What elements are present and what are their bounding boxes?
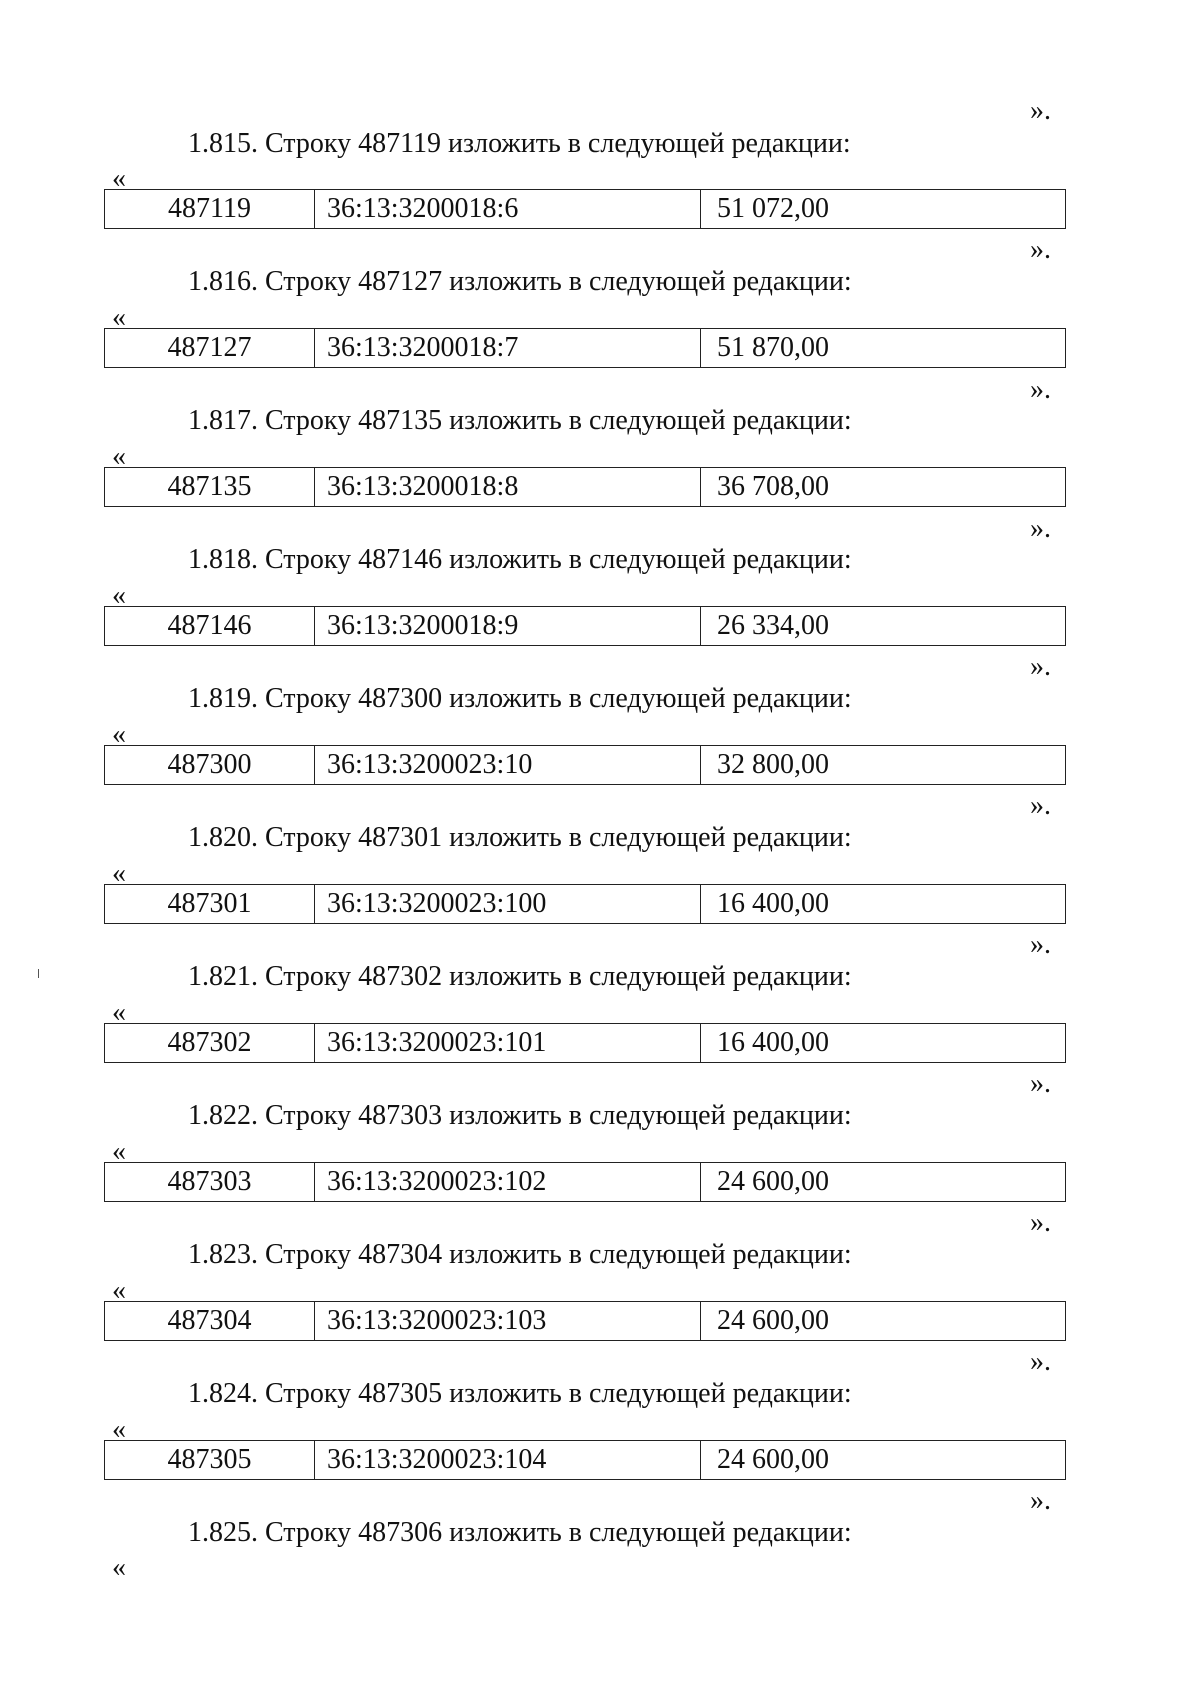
row-number-cell: 487303 bbox=[105, 1163, 315, 1201]
row-number-cell: 487135 bbox=[105, 468, 315, 506]
opening-quote: « bbox=[112, 1552, 126, 1583]
value-cell: 24 600,00 bbox=[717, 1166, 829, 1197]
value-cell: 16 400,00 bbox=[717, 1027, 829, 1058]
item-heading: 1.816. Строку 487127 изложить в следующей редакции: bbox=[188, 266, 852, 297]
table-row bbox=[104, 328, 1066, 368]
closing-quote: ». bbox=[1030, 1485, 1051, 1516]
row-number-cell: 487302 bbox=[105, 1024, 315, 1062]
table-row bbox=[104, 606, 1066, 646]
table-row bbox=[104, 745, 1066, 785]
cadastral-number-cell: 36:13:3200023:103 bbox=[315, 1302, 701, 1340]
row-number-cell: 487305 bbox=[105, 1441, 315, 1479]
item-heading: 1.819. Строку 487300 изложить в следующей редакции: bbox=[188, 683, 852, 714]
cadastral-number-cell: 36:13:3200023:102 bbox=[315, 1163, 701, 1201]
cadastral-number-cell: 36:13:3200023:100 bbox=[315, 885, 701, 923]
closing-quote: ». bbox=[1030, 234, 1051, 265]
item-heading: 1.821. Строку 487302 изложить в следующей редакции: bbox=[188, 961, 852, 992]
table-row bbox=[104, 189, 1066, 229]
closing-quote: ». bbox=[1030, 95, 1051, 126]
item-heading: 1.820. Строку 487301 изложить в следующей редакции: bbox=[188, 822, 852, 853]
opening-quote: « bbox=[112, 719, 126, 750]
item-heading: 1.817. Строку 487135 изложить в следующей редакции: bbox=[188, 405, 852, 436]
value-cell: 36 708,00 bbox=[717, 471, 829, 502]
opening-quote: « bbox=[112, 1136, 126, 1167]
row-number-cell: 487300 bbox=[105, 746, 315, 784]
opening-quote: « bbox=[112, 858, 126, 889]
item-heading: 1.823. Строку 487304 изложить в следующей редакции: bbox=[188, 1239, 852, 1270]
closing-quote: ». bbox=[1030, 513, 1051, 544]
table-row bbox=[104, 1162, 1066, 1202]
row-number-cell: 487304 bbox=[105, 1302, 315, 1340]
value-cell: 51 870,00 bbox=[717, 332, 829, 363]
opening-quote: « bbox=[112, 580, 126, 611]
value-cell: 51 072,00 bbox=[717, 193, 829, 224]
table-row bbox=[104, 1301, 1066, 1341]
cadastral-number-cell: 36:13:3200023:101 bbox=[315, 1024, 701, 1062]
opening-quote: « bbox=[112, 997, 126, 1028]
closing-quote: ». bbox=[1030, 1068, 1051, 1099]
value-cell: 24 600,00 bbox=[717, 1444, 829, 1475]
table-row bbox=[104, 467, 1066, 507]
closing-quote: ». bbox=[1030, 929, 1051, 960]
cadastral-number-cell: 36:13:3200018:8 bbox=[315, 468, 701, 506]
closing-quote: ». bbox=[1030, 374, 1051, 405]
item-heading: 1.825. Строку 487306 изложить в следующей редакции: bbox=[188, 1517, 852, 1548]
closing-quote: ». bbox=[1030, 651, 1051, 682]
item-heading: 1.824. Строку 487305 изложить в следующей редакции: bbox=[188, 1378, 852, 1409]
table-row bbox=[104, 884, 1066, 924]
closing-quote: ». bbox=[1030, 1346, 1051, 1377]
value-cell: 32 800,00 bbox=[717, 749, 829, 780]
opening-quote: « bbox=[112, 302, 126, 333]
item-heading: 1.818. Строку 487146 изложить в следующей редакции: bbox=[188, 544, 852, 575]
cadastral-number-cell: 36:13:3200018:6 bbox=[315, 190, 701, 228]
row-number-cell: 487119 bbox=[105, 190, 315, 228]
opening-quote: « bbox=[112, 163, 126, 194]
item-heading: 1.815. Строку 487119 изложить в следующей редакции: bbox=[188, 128, 851, 159]
closing-quote: ». bbox=[1030, 1207, 1051, 1238]
table-row bbox=[104, 1440, 1066, 1480]
cadastral-number-cell: 36:13:3200023:10 bbox=[315, 746, 701, 784]
cadastral-number-cell: 36:13:3200018:9 bbox=[315, 607, 701, 645]
cadastral-number-cell: 36:13:3200018:7 bbox=[315, 329, 701, 367]
row-number-cell: 487146 bbox=[105, 607, 315, 645]
value-cell: 16 400,00 bbox=[717, 888, 829, 919]
row-number-cell: 487301 bbox=[105, 885, 315, 923]
opening-quote: « bbox=[112, 1275, 126, 1306]
row-number-cell: 487127 bbox=[105, 329, 315, 367]
value-cell: 26 334,00 bbox=[717, 610, 829, 641]
table-row bbox=[104, 1023, 1066, 1063]
opening-quote: « bbox=[112, 1414, 126, 1445]
closing-quote: ». bbox=[1030, 790, 1051, 821]
scan-artifact bbox=[38, 969, 39, 978]
item-heading: 1.822. Строку 487303 изложить в следующей редакции: bbox=[188, 1100, 852, 1131]
opening-quote: « bbox=[112, 441, 126, 472]
cadastral-number-cell: 36:13:3200023:104 bbox=[315, 1441, 701, 1479]
value-cell: 24 600,00 bbox=[717, 1305, 829, 1336]
